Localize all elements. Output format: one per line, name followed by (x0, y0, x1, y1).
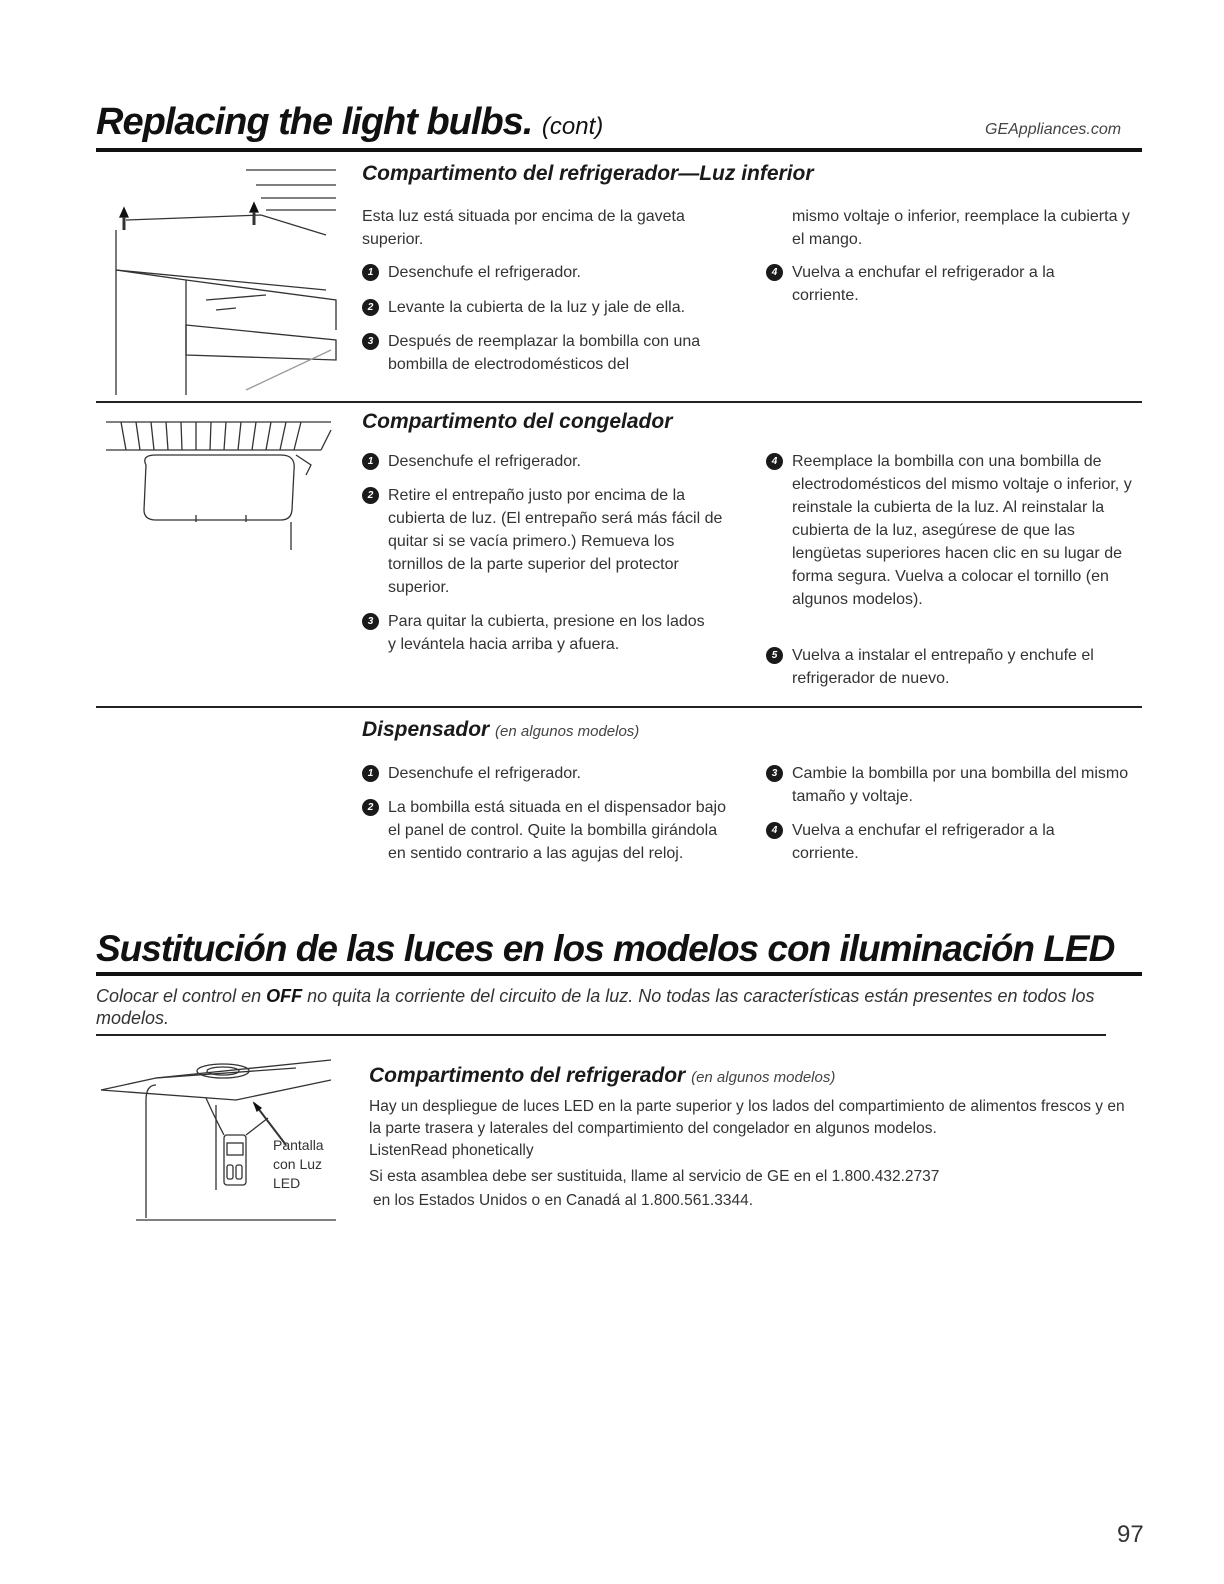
section-title-dispenser (362, 718, 639, 742)
step-number-icon: 4 (766, 264, 783, 281)
fridge-lower-intro: Esta luz está situada por encima de la gaveta superior. (362, 208, 685, 248)
led-service-canada: en los Estados Unidos o en Canadá al 1.800.561.3344. (373, 1192, 754, 1209)
freezer-step-2 (362, 484, 732, 599)
step-text-part-1: Después de reemplazar la bombilla con una bombilla de electrodomésticos del (388, 333, 701, 373)
led-paragraph-1: Hay un despliegue de luces LED en la parte superior y los lados del compartimiento de alimentos frescos y en la parte trasera y laterales del compartimiento del congelador en algunos modelos. (369, 1098, 1125, 1137)
step-text: Reemplace la bombilla con una bombilla de electrodomésticos del mismo voltaje o inferior, y reinstale la cubierta de la luz. Al reinstalar la cubierta de la luz, asegúrese de que las lengüetas superiores hacen clic en su lugar de forma segura. Vuelva a colocar el tornillo (en algunos modelos). (792, 453, 1132, 608)
step-number-icon: 3 (362, 333, 379, 350)
led-service-us: Si esta asamblea debe ser sustituida, llame al servicio de GE en el 1.800.432.2737 (369, 1168, 940, 1185)
dispenser-title-text: Dispensador (362, 718, 490, 741)
led-intro-part-a: Colocar el control en (96, 986, 267, 1006)
led-intro (96, 985, 1142, 1029)
dispenser-step-3 (766, 762, 1142, 808)
step-text: Desenchufe el refrigerador. (388, 264, 581, 281)
step-number-icon: 1 (362, 765, 379, 782)
led-callout (273, 1136, 324, 1193)
page-title-text: Replacing the light bulbs. (96, 101, 533, 143)
page-number: 97 (1117, 1521, 1144, 1548)
step-text: La bombilla está situada en el dispensador bajo el panel de control. Quite la bombilla girándola en sentido contrario a las agujas del reloj. (388, 799, 727, 862)
page-title-suffix: (cont) (541, 113, 604, 140)
step-number-icon: 1 (362, 453, 379, 470)
fridge-lower-step-3-continued: mismo voltaje o inferior, reemplace la cubierta y el mango. (792, 208, 1130, 248)
step-text: Retire el entrepaño justo por encima de la cubierta de luz. (El entrepaño será más fácil de quitar si se vacía primero.) Remueva los tornillos de la parte superior del protector superior. (388, 487, 723, 596)
site-url: GEAppliances.com (985, 121, 1122, 138)
fridge-lower-step-3 (362, 330, 742, 378)
fridge-lower-step-4 (766, 261, 1096, 307)
dispenser-title-note: (en algunos modelos) (495, 723, 640, 740)
step-number-icon: 2 (362, 487, 379, 504)
freezer-step-1 (362, 450, 732, 473)
section-divider-1 (96, 401, 1142, 403)
dispenser-step-1 (362, 762, 732, 785)
step-text: Cambie la bombilla por una bombilla del mismo tamaño y voltaje. (792, 765, 1129, 805)
freezer-step-3 (362, 610, 712, 656)
led-title-rule (96, 972, 1142, 976)
header-rule (96, 148, 1142, 152)
step-number-icon: 2 (362, 299, 379, 316)
step-number-icon: 1 (362, 264, 379, 281)
led-paragraph-2: ListenRead phonetically (369, 1142, 534, 1159)
led-subsection-note: (en algunos modelos) (691, 1069, 836, 1086)
led-intro-part-b: no quita la corriente del circuito de la luz. No todas las características están presentes en todos los modelos. (96, 986, 1095, 1028)
refrigerator-drawer-illustration (96, 160, 346, 400)
section-divider-2 (96, 706, 1142, 708)
led-intro-off: OFF (266, 986, 303, 1006)
led-callout-line-2: con Luz (273, 1156, 323, 1172)
step-number-icon: 3 (362, 613, 379, 630)
led-callout-line-1: Pantalla (273, 1137, 324, 1153)
fridge-lower-step-1 (362, 261, 742, 284)
step-number-icon: 4 (766, 453, 783, 470)
led-callout-line-3: LED (273, 1175, 301, 1191)
freezer-step-4 (766, 450, 1142, 611)
step-text: Vuelva a instalar el entrepaño y enchufe el refrigerador de nuevo. (792, 647, 1094, 687)
step-number-icon: 2 (362, 799, 379, 816)
step-text: Para quitar la cubierta, presione en los lados y levántela hacia arriba y afuera. (388, 613, 705, 653)
dispenser-step-2 (362, 796, 734, 865)
section-title-fridge-lower: Compartimento del refrigerador—Luz inferior (362, 162, 814, 185)
step-text: Vuelva a enchufar el refrigerador a la corriente. (792, 264, 1055, 304)
led-intro-rule (96, 1034, 1106, 1036)
step-text: Vuelva a enchufar el refrigerador a la corriente. (792, 822, 1055, 862)
freezer-step-5 (766, 644, 1142, 690)
led-subsection-title-text: Compartimento del refrigerador (369, 1064, 686, 1087)
fridge-lower-step-2 (362, 296, 752, 319)
page-title (96, 101, 603, 144)
step-text: Desenchufe el refrigerador. (388, 453, 581, 470)
step-number-icon: 5 (766, 647, 783, 664)
section-title-freezer: Compartimento del congelador (362, 410, 673, 433)
step-number-icon: 3 (766, 765, 783, 782)
led-subsection-title (369, 1064, 835, 1088)
led-paragraph (369, 1096, 1139, 1212)
step-number-icon: 4 (766, 822, 783, 839)
step-text: Desenchufe el refrigerador. (388, 765, 581, 782)
step-text: Levante la cubierta de la luz y jale de ella. (388, 299, 686, 316)
dispenser-step-4 (766, 819, 1106, 865)
freezer-light-illustration (96, 410, 346, 560)
led-section-title: Sustitución de las luces en los modelos con iluminación LED (96, 928, 1115, 969)
